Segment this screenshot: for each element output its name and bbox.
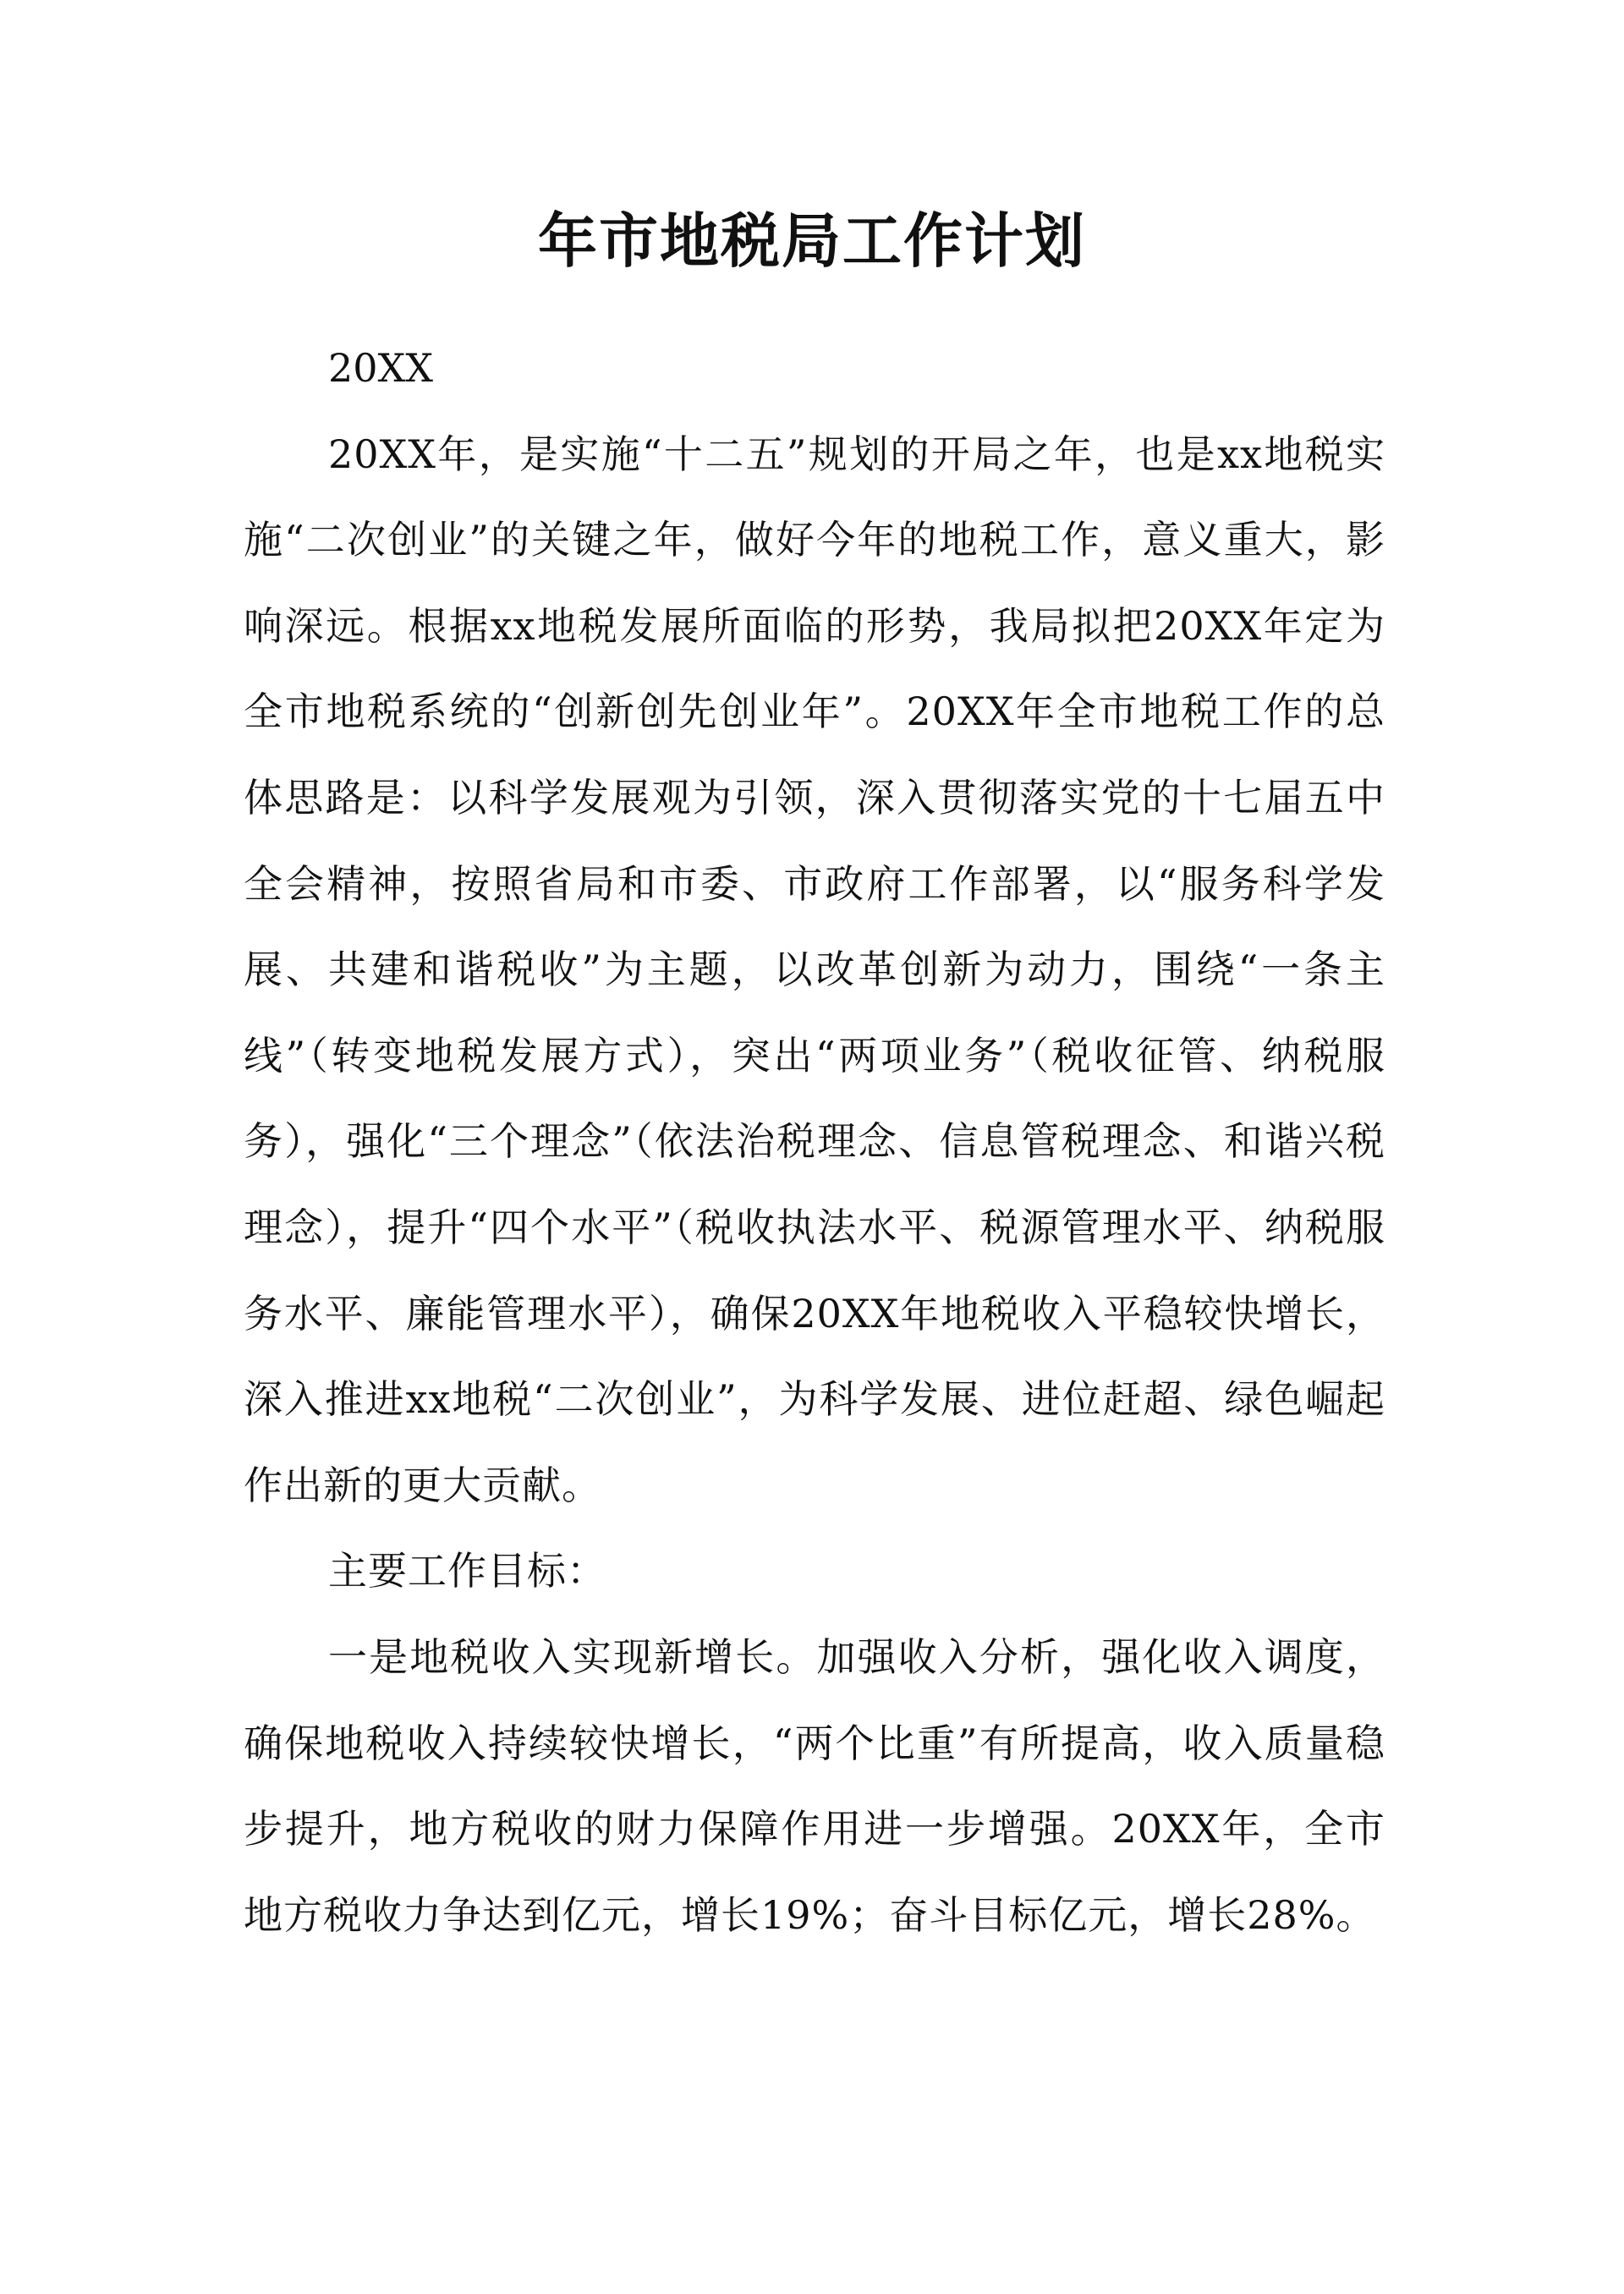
paragraph-goals-heading: 主要工作目标： (328, 1548, 606, 1594)
paragraph-intro: 20XX年，是实施“十二五”规划的开局之年，也是xx地税实施“二次创业”的关键之年，做好今年的地税工作，意义重大，影响深远。根据xx地税发展所面临的形势，我局拟把20XX年定为全市地税系统的“创新创先创业年”。20XX年全市地税工作的总体思路是：以科学发展观为引领，深入贯彻落实党的十七届五中全会精神，按照省局和市委、市政府工作部署，以“服务科学发展、共建和谐税收”为主题，以改革创新为动力，围绕“一条主线”（转变地税发展方式），突出“两项业务”（税收征管、纳税服务），强化“三个理念”（依法治税理念、信息管税理念、和谐兴税理念），提升“四个水平”（税收执法水平、税源管理水平、纳税服务水平、廉能管理水平），确保20XX年地税收入平稳较快增长，深入推进xx地税“二次创业”，为科学发展、进位赶超、绿色崛起作出新的更大贡献。 (244, 431, 1385, 1508)
document-title: 年市地税局工作计划 (538, 206, 1086, 276)
date-line: 20XX (328, 345, 434, 391)
paragraph-goal-one: 一是地税收入实现新增长。加强收入分析，强化收入调度，确保地税收入持续较快增长，“两个比重”有所提高，收入质量稳步提升，地方税收的财力保障作用进一步增强。20XX年，全市地方税收力争达到亿元，增长19%；奋斗目标亿元，增长28%。 (244, 1633, 1385, 1938)
document-body (244, 326, 1385, 1958)
